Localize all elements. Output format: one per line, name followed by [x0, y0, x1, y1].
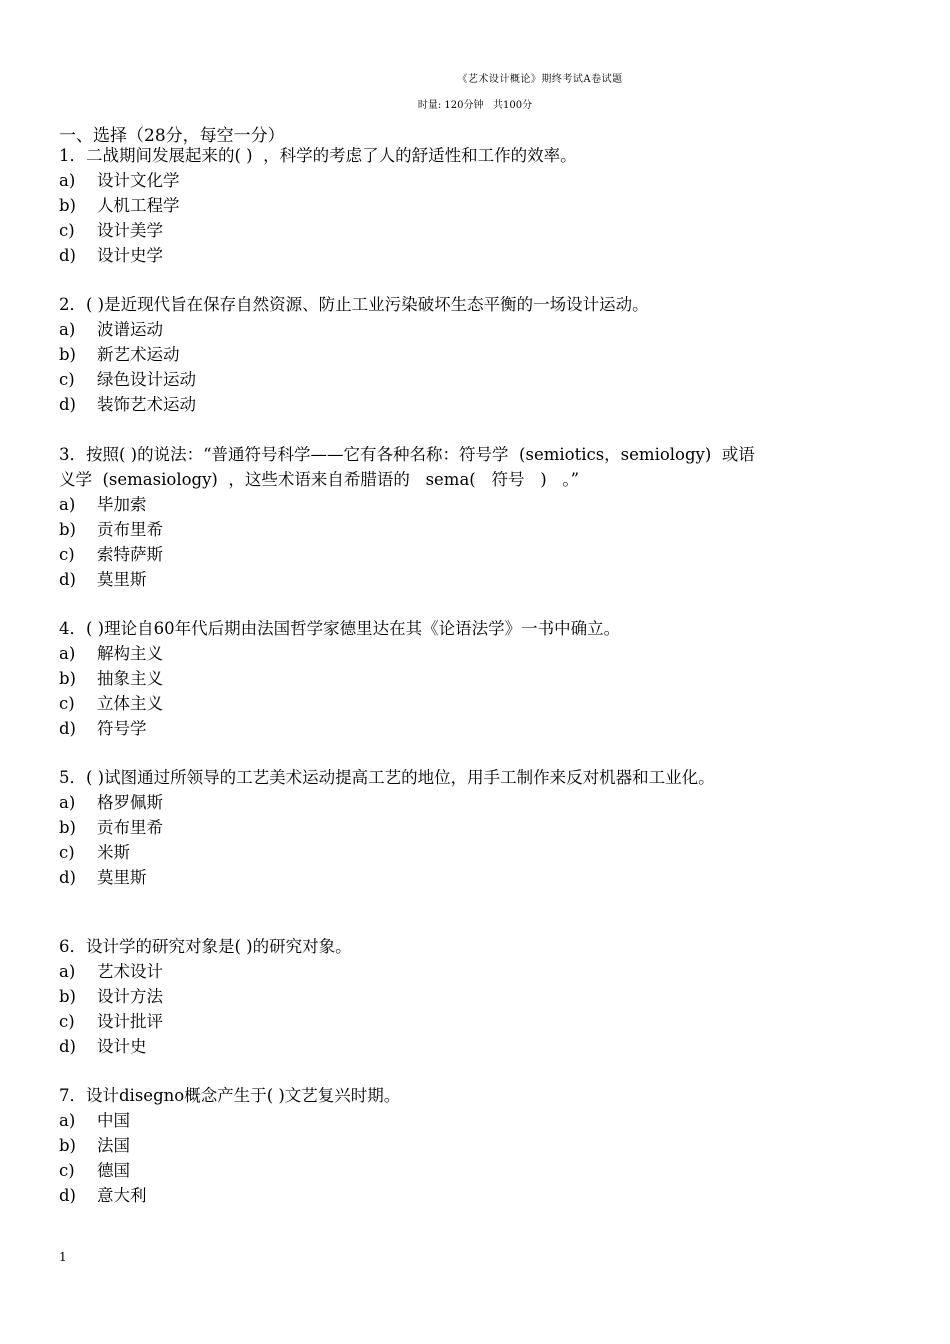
question-7-option-c: c) 德国	[59, 1161, 130, 1180]
question-1-option-d: d) 设计史学	[59, 246, 163, 265]
question-5-option-d: d) 莫里斯	[59, 868, 147, 887]
question-7-option-d: d) 意大利	[59, 1186, 147, 1205]
question-6-option-c: c) 设计批评	[59, 1012, 163, 1031]
question-3-text-line-1: 3．按照( )的说法：“普通符号科学——它有各种名称：符号学 (semiotics，semiology) 或语	[59, 445, 755, 464]
question-4-option-c: c) 立体主义	[59, 694, 163, 713]
question-1-option-c: c) 设计美学	[59, 221, 163, 240]
question-3-option-b: b) 贡布里希	[59, 520, 163, 539]
question-1-option-b: b) 人机工程学	[59, 196, 180, 215]
question-5-option-b: b) 贡布里希	[59, 818, 163, 837]
question-5-option-a: a) 格罗佩斯	[59, 793, 163, 812]
question-4-option-a: a) 解构主义	[59, 644, 163, 663]
question-2-text: 2．( )是近现代旨在保存自然资源、防止工业污染破坏生态平衡的一场设计运动。	[59, 295, 649, 314]
question-7-text: 7．设计disegno概念产生于( )文艺复兴时期。	[59, 1086, 401, 1105]
question-3-option-a: a) 毕加索	[59, 495, 147, 514]
document-subtitle: 时量: 120分钟 共100分	[417, 100, 533, 111]
question-2-option-c: c) 绿色设计运动	[59, 370, 196, 389]
question-3-option-c: c) 索特萨斯	[59, 545, 163, 564]
question-7-option-a: a) 中国	[59, 1111, 130, 1130]
question-4-text: 4．( )理论自60年代后期由法国哲学家德里达在其《论语法学》一书中确立。	[59, 619, 621, 638]
question-5-option-c: c) 米斯	[59, 843, 130, 862]
question-2-option-a: a) 波谱运动	[59, 320, 163, 339]
question-6-text: 6．设计学的研究对象是( )的研究对象。	[59, 937, 352, 956]
question-1-option-a: a) 设计文化学	[59, 171, 180, 190]
section-heading: 一、选择（28分，每空一分）	[59, 126, 285, 146]
question-3-option-d: d) 莫里斯	[59, 570, 147, 589]
question-1-text: 1．二战期间发展起来的( ) ，科学的考虑了人的舒适性和工作的效率。	[59, 146, 577, 165]
question-2-option-d: d) 装饰艺术运动	[59, 395, 196, 414]
question-4-option-d: d) 符号学	[59, 719, 147, 738]
question-6-option-d: d) 设计史	[59, 1037, 147, 1056]
document-title: 《艺术设计概论》期终考试A卷试题	[457, 74, 623, 85]
question-6-option-a: a) 艺术设计	[59, 962, 163, 981]
question-6-option-b: b) 设计方法	[59, 987, 163, 1006]
question-2-option-b: b) 新艺术运动	[59, 345, 180, 364]
question-4-option-b: b) 抽象主义	[59, 669, 163, 688]
question-3-text-line-2: 义学 (semasiology) ，这些术语来自希腊语的 sema( 符号 ) 。”	[59, 470, 580, 489]
question-5-text: 5．( )试图通过所领导的工艺美术运动提高工艺的地位，用手工制作来反对机器和工业化。	[59, 768, 715, 787]
question-7-option-b: b) 法国	[59, 1136, 130, 1155]
page-number: 1	[59, 1250, 67, 1264]
